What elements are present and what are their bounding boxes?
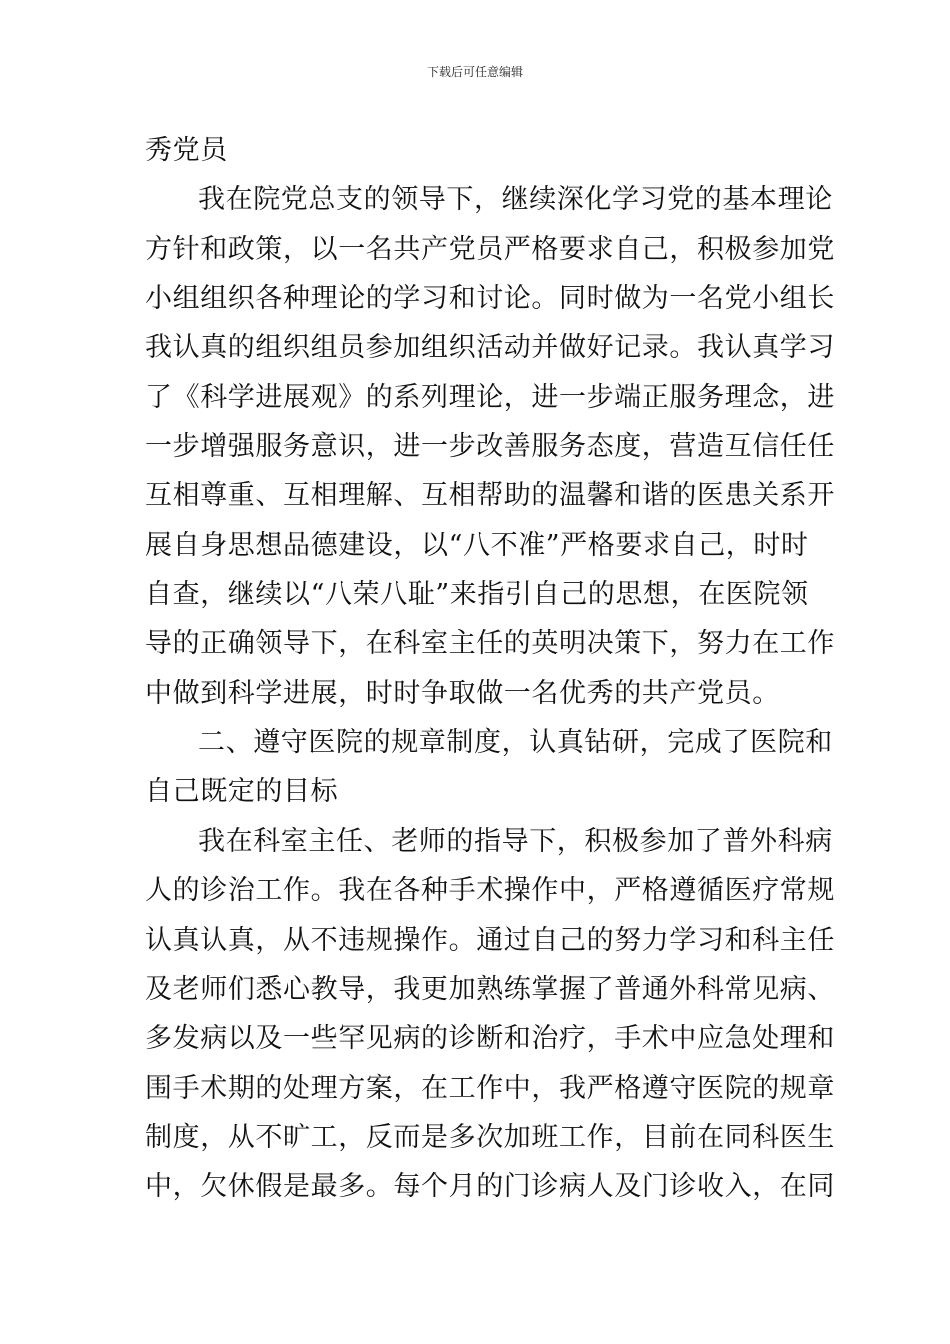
text-line: 中做到科学进展，时时争取做一名优秀的共产党员。 xyxy=(145,677,780,709)
text-line: 中，欠休假是最多。每个月的门诊病人及门诊收入，在同 xyxy=(145,1171,835,1203)
text-line: 了《科学进展观》的系列理论，进一步端正服务理念，进 xyxy=(145,381,835,413)
text-line: 及老师们悉心教导，我更加熟练掌握了普通外科常见病、 xyxy=(145,973,835,1005)
text-line: 小组组织各种理论的学习和讨论。同时做为一名党小组长 xyxy=(145,283,835,315)
section-heading-line: 自己既定的目标 xyxy=(145,776,339,808)
paragraph-start-line: 我在科室主任、老师的指导下，积极参加了普外科病 xyxy=(198,825,833,857)
text-line: 一步增强服务意识，进一步改善服务态度，营造互信任任 xyxy=(145,431,835,463)
text-line: 制度，从不旷工，反而是多次加班工作，目前在同科医生 xyxy=(145,1121,835,1153)
text-line: 秀党员 xyxy=(145,135,228,166)
text-line: 互相尊重、互相理解、互相帮助的温馨和谐的医患关系开 xyxy=(145,480,835,512)
text-line: 人的诊治工作。我在各种手术操作中，严格遵循医疗常规 xyxy=(145,875,835,907)
section-heading-line: 二、遵守医院的规章制度，认真钻研，完成了医院和 xyxy=(198,727,833,759)
paragraph-start-line: 我在院党总支的领导下，继续深化学习党的基本理论 xyxy=(198,184,833,216)
page-header: 下载后可任意编辑 xyxy=(426,65,523,79)
text-line: 我认真的组织组员参加组织活动并做好记录。我认真学习 xyxy=(145,332,835,364)
text-line: 方针和政策，以一名共产党员严格要求自己，积极参加党 xyxy=(145,233,835,265)
text-line: 围手术期的处理方案，在工作中，我严格遵守医院的规章 xyxy=(145,1072,835,1104)
text-line: 自查，继续以“八荣八耻”来指引自己的思想，在医院领 xyxy=(145,579,809,611)
text-line: 多发病以及一些罕见病的诊断和治疗，手术中应急处理和 xyxy=(145,1023,835,1055)
text-line: 展自身思想品德建设，以“八不准”严格要求自己，时时 xyxy=(145,529,809,561)
text-line: 认真认真，从不违规操作。通过自己的努力学习和科主任 xyxy=(145,924,835,956)
document-body xyxy=(145,126,835,1212)
text-line: 导的正确领导下，在科室主任的英明决策下，努力在工作 xyxy=(145,628,835,660)
